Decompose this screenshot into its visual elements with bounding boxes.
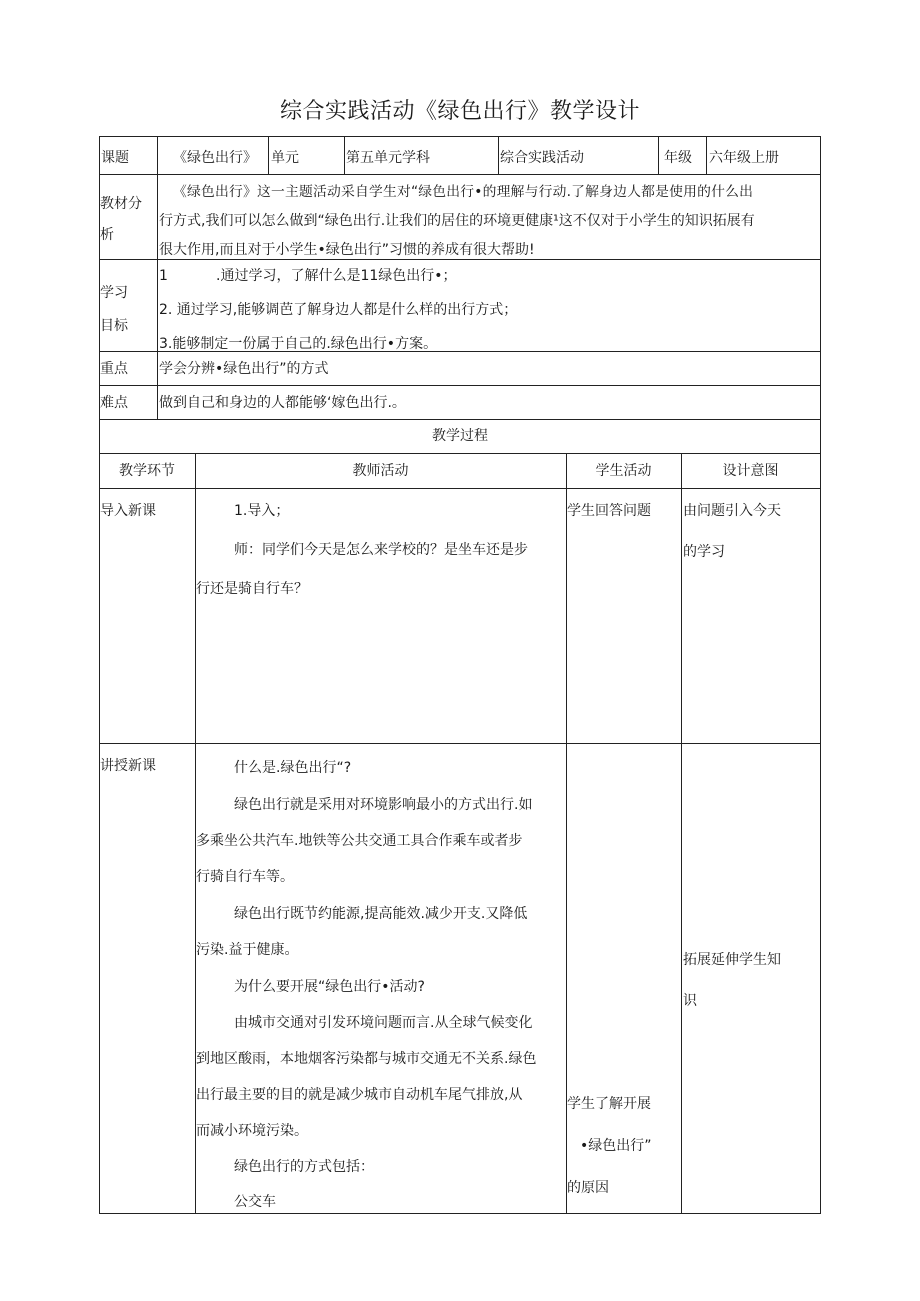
intro-teacher-line: 师：同学们今天是怎么来学校的？是坐车还是步 bbox=[234, 542, 528, 558]
col-teacher-header: 教师活动 bbox=[352, 463, 409, 479]
goal-1-number: 1 bbox=[159, 268, 168, 284]
goal-2-text: 2. 通过学习,能够调芭了解身边人都是什么样的出行方式； bbox=[159, 302, 518, 318]
analysis-label: 教材分 bbox=[100, 196, 142, 212]
lecture-teacher-line: 什么是.绿色出行“? bbox=[234, 760, 352, 776]
goals-label: 学习 bbox=[100, 285, 128, 301]
key-point-label: 重点 bbox=[100, 361, 128, 377]
topic-label: 课题 bbox=[101, 150, 129, 166]
unit-value: 第五单元学科 bbox=[346, 150, 430, 166]
lecture-teacher-line: 公交车 bbox=[234, 1194, 276, 1210]
difficulty-label: 难点 bbox=[100, 395, 128, 411]
lecture-student-line: •绿色出行” bbox=[580, 1138, 652, 1154]
lecture-teacher-line: 污染.益于健康。 bbox=[196, 942, 299, 958]
lecture-teacher-line: 为什么要开展“绿色出行•活动? bbox=[234, 979, 425, 995]
lecture-teacher-line: 到地区酸雨，本地烟客污染都与城市交通无不关系.绿色 bbox=[196, 1051, 537, 1067]
col-student-header: 学生活动 bbox=[595, 463, 652, 479]
key-point-text: 学会分辨•绿色出行”的方式 bbox=[159, 361, 329, 377]
unit-label: 单元 bbox=[271, 150, 299, 166]
intro-stage: 导入新课 bbox=[100, 503, 156, 519]
lecture-teacher-line: 行骑自行车等。 bbox=[196, 869, 294, 885]
lecture-student-line: 学生了解开展 bbox=[567, 1096, 651, 1112]
difficulty-text: 做到自己和身边的人都能够‘嫁色出行.。 bbox=[159, 395, 406, 411]
lecture-stage: 讲授新课 bbox=[100, 758, 156, 774]
lecture-student-line: 的原因 bbox=[567, 1180, 609, 1196]
lecture-teacher-line: 而减小环境污染。 bbox=[196, 1123, 308, 1139]
lecture-teacher-line: 绿色出行就是采用对环境影响最小的方式出行.如 bbox=[234, 797, 533, 813]
analysis-text-line: 行方式,我们可以怎么做到“绿色出行.让我们的居住的环境更健康¹这不仅对于小学生的知识拓展有 bbox=[159, 213, 755, 229]
lecture-teacher-line: 出行最主要的目的就是减少城市自动机车尾气排放,从 bbox=[196, 1087, 523, 1103]
goal-1-text: .通过学习，了解什么是11绿色出行•； bbox=[216, 268, 457, 284]
col-intent-header: 设计意图 bbox=[722, 463, 779, 479]
subject-value: 综合实践活动 bbox=[500, 150, 584, 166]
grade-label: 年级 bbox=[664, 150, 692, 166]
lecture-intent-line: 拓展延伸学生知 bbox=[683, 952, 781, 968]
document-title: 综合实践活动《绿色出行》教学设计 bbox=[279, 99, 640, 124]
analysis-text-line: 《绿色出行》这一主题活动采自学生对“绿色出行•的理解与行动.了解身边人都是使用的什么出 bbox=[173, 184, 754, 200]
lecture-teacher-line: 由城市交通对引发环境问题而言.从全球气候变化 bbox=[234, 1015, 533, 1031]
goals-label-cont: 目标 bbox=[100, 318, 128, 334]
lecture-teacher-line: 多乘坐公共汽车.地铁等公共交通工具合作乘车或者步 bbox=[196, 833, 523, 849]
analysis-label-cont: 析 bbox=[100, 227, 114, 243]
process-title: 教学过程 bbox=[432, 428, 488, 444]
analysis-text-line: 很大作用,而且对于小学生•绿色出行”习惯的养成有很大帮助! bbox=[159, 242, 535, 258]
lecture-intent-line: 识 bbox=[683, 993, 697, 1009]
lecture-teacher-line: 绿色出行既节约能源,提高能效.减少开支.又降低 bbox=[234, 906, 528, 922]
intro-student: 学生回答问题 bbox=[567, 503, 651, 519]
intro-intent-line: 由问题引入今天 bbox=[683, 503, 781, 519]
intro-intent-line: 的学习 bbox=[683, 544, 725, 560]
topic-value: 《绿色出行》 bbox=[173, 150, 257, 166]
goal-3-text: 3.能够制定一份属于自己的.绿色出行•方案。 bbox=[159, 336, 438, 352]
intro-teacher-line: 行还是骑自行车？ bbox=[196, 581, 308, 597]
col-stage-header: 教学环节 bbox=[119, 463, 175, 479]
intro-teacher-line: 1.导入； bbox=[234, 503, 290, 519]
lecture-teacher-line: 绿色出行的方式包括： bbox=[234, 1159, 374, 1175]
grade-value: 六年级上册 bbox=[709, 150, 779, 166]
